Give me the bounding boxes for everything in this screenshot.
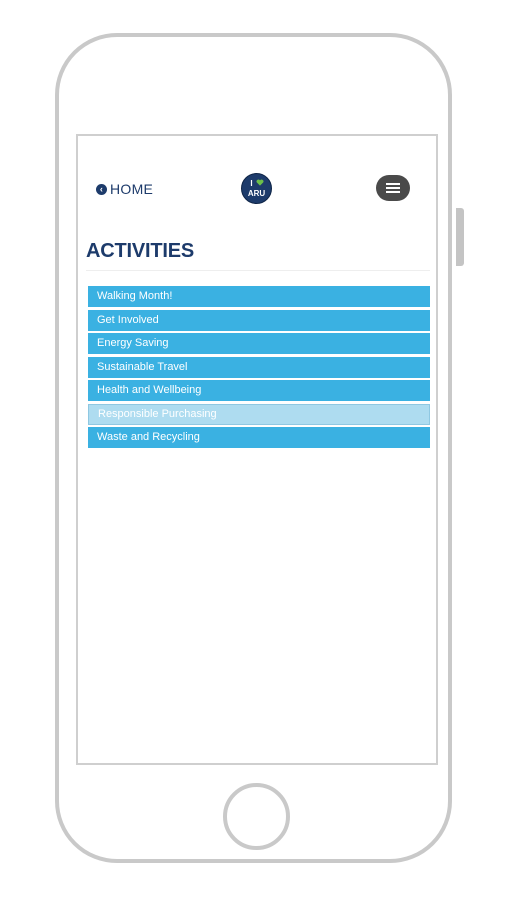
heart-icon bbox=[256, 179, 264, 186]
home-back-link[interactable] bbox=[96, 181, 153, 197]
top-bar bbox=[78, 172, 436, 208]
activity-item-responsible-purchasing[interactable]: Responsible Purchasing bbox=[88, 404, 430, 425]
logo-text-aru: ARU bbox=[247, 189, 266, 198]
phone-home-button bbox=[223, 783, 290, 850]
title-divider bbox=[86, 270, 430, 271]
menu-icon-bar-1 bbox=[386, 183, 400, 185]
activity-item-get-involved[interactable]: Get Involved bbox=[88, 310, 430, 331]
phone-screen bbox=[76, 134, 438, 765]
activity-item-sustainable-travel[interactable]: Sustainable Travel bbox=[88, 357, 430, 378]
menu-icon-bar-2 bbox=[386, 187, 400, 189]
activities-list bbox=[88, 286, 430, 451]
activity-item-waste-recycling[interactable]: Waste and Recycling bbox=[88, 427, 430, 448]
activity-item-health-wellbeing[interactable]: Health and Wellbeing bbox=[88, 380, 430, 401]
page-title: ACTIVITIES bbox=[86, 240, 195, 262]
activity-item-energy-saving[interactable]: Energy Saving bbox=[88, 333, 430, 354]
chevron-left-icon: ‹ bbox=[96, 184, 107, 195]
activity-item-walking-month[interactable]: Walking Month! bbox=[88, 286, 430, 307]
menu-icon-bar-3 bbox=[386, 191, 400, 193]
hamburger-menu-button[interactable] bbox=[376, 175, 410, 201]
home-link-label: HOME bbox=[110, 181, 154, 197]
logo-text-i: I bbox=[250, 179, 253, 188]
phone-side-button bbox=[456, 208, 464, 266]
aru-logo bbox=[241, 173, 272, 204]
